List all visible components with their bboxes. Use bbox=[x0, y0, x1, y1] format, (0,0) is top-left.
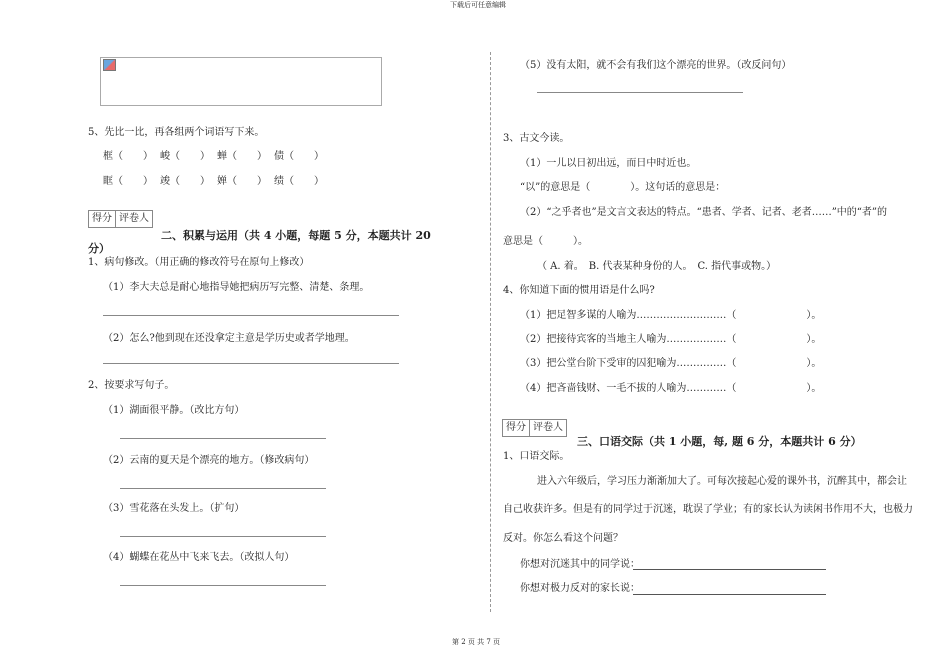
q1-item: （2）怎么?他到现在还没拿定主意是学历史或者学地理。 bbox=[103, 333, 355, 344]
answer-line[interactable] bbox=[120, 585, 326, 586]
grader-label: 评卷人 bbox=[533, 422, 563, 433]
q2-item: （3）雪花落在头发上。（扩句） bbox=[103, 503, 245, 514]
section2-heading: 二、积累与运用（共 4 小题，每题 5 分，本题共计 20 bbox=[161, 229, 431, 242]
q5-title: 5、先比一比，再各组两个词语写下来。 bbox=[88, 127, 265, 138]
header-note: 下载后可任意编辑 bbox=[450, 1, 506, 9]
answer-line[interactable] bbox=[633, 594, 826, 595]
q4-title: 4、你知道下面的惯用语是什么吗? bbox=[503, 285, 655, 296]
q3-line: “以”的意思是（ ）。这句话的意思是： bbox=[520, 182, 726, 193]
answer-line[interactable] bbox=[633, 569, 826, 570]
answer-line[interactable] bbox=[537, 92, 743, 93]
q3-options: （ A. 着。 B. 代表某种身份的人。 C. 指代事或物。） bbox=[537, 261, 777, 272]
broken-image-icon bbox=[103, 59, 116, 71]
q4-item: （4）把吝啬钱财、一毛不拔的人喻为…………（ ）。 bbox=[520, 383, 822, 394]
q1-item: （1）李大夫总是耐心地指导她把病历写完整、清楚、条理。 bbox=[103, 282, 370, 293]
section3-heading: 三、口语交际（共 1 小题，每, 题 6 分，本题共计 6 分） bbox=[577, 435, 862, 448]
q2-item: （4）蝴蝶在花丛中飞来飞去。（改拟人句） bbox=[103, 552, 295, 563]
q2-item5: （5）没有太阳，就不会有我们这个漂亮的世界。（改反问句） bbox=[520, 60, 792, 71]
q4-item: （3）把公堂台阶下受审的囚犯喻为……………（ ）。 bbox=[520, 358, 822, 369]
oral-answer-label: 你想对沉迷其中的同学说： bbox=[520, 559, 640, 570]
q3-line: （2）“之乎者也”是文言文表达的特点。“患者、学者、记者、老者……”中的“者”的 bbox=[520, 207, 888, 218]
score-box bbox=[88, 210, 153, 228]
answer-line[interactable] bbox=[103, 315, 399, 316]
q3-line: （1）一儿以日初出远，而日中时近也。 bbox=[520, 158, 697, 169]
q2-item: （2）云南的夏天是个漂亮的地方。（修改病句） bbox=[103, 455, 315, 466]
q5-word: 眶（ ） bbox=[103, 176, 153, 187]
oral-paragraph: 自己收获许多。但是有的同学过于沉迷，耽误了学业；有的家长认为读闲书作用不大，也极力 bbox=[503, 504, 913, 515]
answer-line[interactable] bbox=[120, 536, 326, 537]
answer-box bbox=[100, 57, 382, 106]
q4-item: （2）把接待宾客的当地主人喻为………………（ ）。 bbox=[520, 334, 822, 345]
score-box bbox=[502, 419, 567, 437]
page-number: 第 2 页 共 7 页 bbox=[452, 638, 501, 646]
answer-line[interactable] bbox=[120, 438, 326, 439]
score-label: 得分 bbox=[89, 211, 116, 227]
q3-title: 3、古文今读。 bbox=[503, 133, 570, 144]
q2-title: 2、按要求写句子。 bbox=[88, 380, 175, 391]
q4-item: （1）把足智多谋的人喻为………………………（ ）。 bbox=[520, 310, 822, 321]
oral-answer-label: 你想对极力反对的家长说： bbox=[520, 583, 640, 594]
score-label: 得分 bbox=[503, 420, 530, 436]
grader-label: 评卷人 bbox=[119, 213, 149, 224]
q5-word: 蝉（ ） bbox=[217, 151, 267, 162]
q5-word: 绩（ ） bbox=[274, 176, 324, 187]
section2-heading-tail: 分） bbox=[88, 242, 110, 255]
answer-line[interactable] bbox=[103, 363, 399, 364]
column-divider bbox=[490, 52, 491, 612]
q3-line: 意思是（ ）。 bbox=[503, 236, 588, 247]
q5-word: 框（ ） bbox=[103, 151, 153, 162]
q5-word: 竣（ ） bbox=[160, 176, 210, 187]
q2-item: （1）湖面很平静。（改比方句） bbox=[103, 405, 245, 416]
q1-title: 1、病句修改。（用正确的修改符号在原句上修改） bbox=[88, 257, 310, 268]
answer-line[interactable] bbox=[120, 488, 326, 489]
q5-word: 债（ ） bbox=[274, 151, 324, 162]
oral-paragraph: 反对。你怎么看这个问题？ bbox=[503, 533, 623, 544]
q5-word: 峻（ ） bbox=[160, 151, 210, 162]
oral-title: 1、口语交际。 bbox=[503, 451, 570, 462]
oral-paragraph: 进入六年级后，学习压力渐渐加大了。可每次接起心爱的课外书，沉醉其中，都会让 bbox=[537, 476, 907, 487]
q5-word: 婵（ ） bbox=[217, 176, 267, 187]
